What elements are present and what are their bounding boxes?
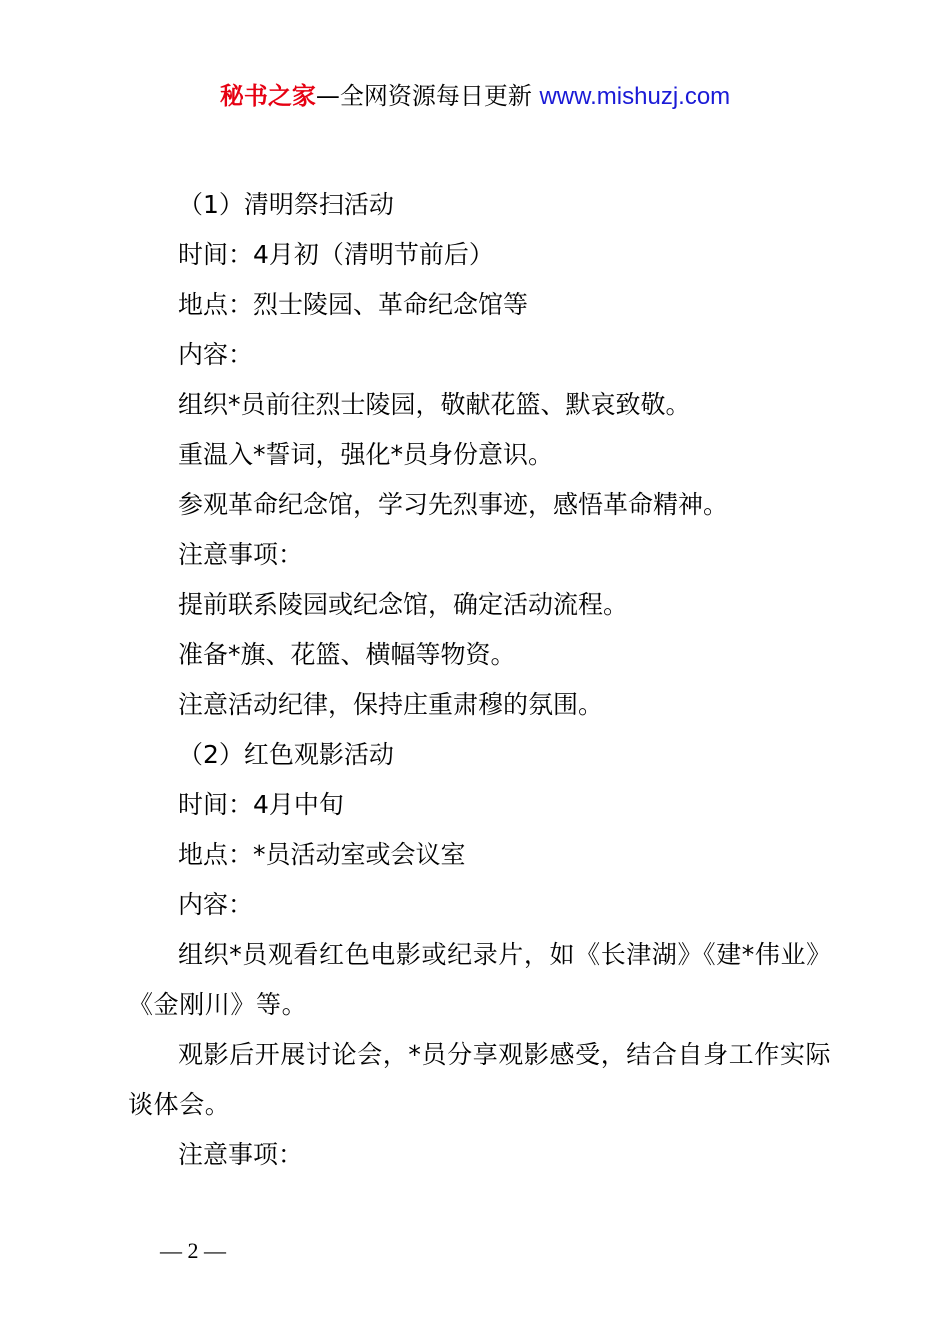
text-line: 注意活动纪律，保持庄重肃穆的氛围。 [178,690,604,719]
document-body [128,180,838,1180]
text-line: 时间：4月初（清明节前后） [178,240,494,269]
site-url-link[interactable]: www.mishuzj.com [539,83,731,110]
text-line: 注意事项： [178,1140,304,1169]
text-line: 时间：4月中旬 [178,790,344,819]
text-line: 参观革命纪念馆，学习先烈事迹，感悟革命精神。 [178,490,729,519]
text-line: 准备*旗、花篮、横幅等物资。 [178,640,516,669]
paragraph-film-list: 组织*员观看红色电影或纪录片，如《长津湖》《建*伟业》《金刚川》等。 [128,940,832,1019]
paragraph-discussion: 观影后开展讨论会，*员分享观影感受，结合自身工作实际谈体会。 [128,1040,832,1119]
text-line: 地点：烈士陵园、革命纪念馆等 [178,290,529,319]
site-header [0,80,950,113]
page-number: — 2 — [160,1238,226,1263]
text-line: 提前联系陵园或纪念馆，确定活动流程。 [178,590,629,619]
text-line: 注意事项： [178,540,304,569]
section-heading-qingming: （1）清明祭扫活动 [178,190,394,219]
brand-name: 秘书之家 [219,82,316,110]
text-line: 内容： [178,890,254,919]
text-line: 重温入*誓词，强化*员身份意识。 [178,440,554,469]
section-heading-film: （2）红色观影活动 [178,740,394,769]
text-line: 组织*员前往烈士陵园，敬献花篮、默哀致敬。 [178,390,691,419]
text-line: 内容： [178,340,254,369]
header-tagline: —全网资源每日更新 [315,82,532,110]
text-line: 地点：*员活动室或会议室 [178,840,466,869]
